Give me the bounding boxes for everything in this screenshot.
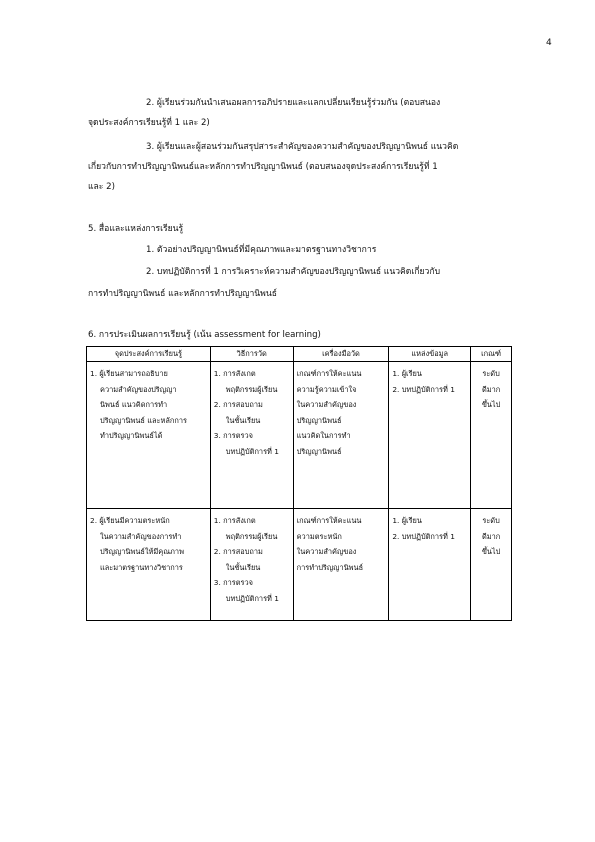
tool-cell: [293, 362, 389, 509]
method-cell: [210, 362, 293, 509]
source-line: 1. ผู้เรียน: [392, 369, 422, 378]
header-criteria: เกณฑ์: [471, 347, 512, 362]
source-line: 1. ผู้เรียน: [392, 516, 422, 525]
activity-3-line-3: และ 2): [88, 182, 115, 192]
method-line: บทปฏิบัติการที่ 1: [225, 593, 279, 603]
section-5-item-2: 2. บทปฏิบัติการที่ 1 การวิเคราะห์ความสำคัญของปริญญานิพนธ์ แนวคิดเกี่ยวกับ: [146, 267, 441, 277]
method-line: พฤติกรรมผู้เรียน: [225, 531, 278, 541]
criteria-line: ขึ้นไป: [481, 547, 501, 556]
activity-3-line-1: 3. ผู้เรียนและผู้สอนร่วมกันสรุปสาระสำคัญของความสำคัญของปริญญานิพนธ์ แนวคิด: [146, 142, 459, 152]
objective-cell: [87, 362, 211, 509]
tool-line: ความรู้ความเข้าใจ: [296, 384, 357, 394]
method-line: ในชั้นเรียน: [225, 415, 261, 425]
method-line: 3. การตรวจ: [213, 431, 253, 440]
tool-line: ในความสำคัญของ: [296, 547, 357, 556]
header-tool: เครื่องมือวัด: [293, 347, 389, 362]
activity-2-line-2: จุดประสงค์การเรียนรู้ที่ 1 และ 2): [88, 118, 210, 128]
criteria-line: ระดับ: [482, 516, 500, 525]
method-cell: [210, 509, 293, 621]
objective-line: ปริญญานิพนธ์ให้มีคุณภาพ: [100, 547, 184, 556]
header-method: วิธีการวัด: [210, 347, 293, 362]
criteria-line: ขึ้นไป: [481, 400, 501, 409]
source-cell: [389, 509, 471, 621]
method-line: 2. การสอบถาม: [213, 547, 263, 556]
objective-line: 1. ผู้เรียนสามารถอธิบาย: [90, 369, 168, 378]
criteria-cell: [471, 509, 512, 621]
page-number: 4: [546, 38, 552, 48]
tool-cell: [293, 509, 389, 621]
source-line: 2. บทปฏิบัติการที่ 1: [392, 384, 455, 394]
objective-line: ในความสำคัญของการทำ: [100, 531, 182, 541]
method-line: พฤติกรรมผู้เรียน: [225, 384, 278, 394]
tool-line: ปริญญานิพนธ์: [296, 446, 342, 456]
source-line: 2. บทปฏิบัติการที่ 1: [392, 531, 455, 541]
objective-line: ทำปริญญานิพนธ์ได้: [100, 431, 163, 440]
objective-line: ความสำคัญของปริญญา: [100, 384, 177, 394]
source-cell: [389, 362, 471, 509]
tool-line: เกณฑ์การให้คะแนน: [296, 369, 362, 378]
activity-3-line-2: เกี่ยวกับการทำปริญญานิพนธ์และหลักการทำปริญญานิพนธ์ (ตอบสนองจุดประสงค์การเรียนรู้ที่ 1: [88, 162, 438, 172]
tool-line: ความตระหนัก: [296, 531, 342, 541]
section-5-item-2-cont: การทำปริญญานิพนธ์ และหลักการทำปริญญานิพนธ์: [88, 289, 277, 299]
header-source: แหล่งข้อมูล: [389, 347, 471, 362]
objective-line: นิพนธ์ แนวคิดการทำ: [100, 400, 168, 409]
method-line: บทปฏิบัติการที่ 1: [225, 446, 279, 456]
section-5-item-1: 1. ตัวอย่างปริญญานิพนธ์ที่มีคุณภาพและมาตรฐานทางวิชาการ: [146, 245, 377, 255]
method-line: 1. การสังเกต: [213, 369, 256, 378]
activity-2-line-1: 2. ผู้เรียนร่วมกันนำเสนอผลการอภิปรายและแลกเปลี่ยนเรียนรู้ร่วมกัน (ตอบสนอง: [146, 98, 441, 108]
criteria-line: ระดับ: [482, 369, 500, 378]
method-line: ในชั้นเรียน: [225, 562, 261, 572]
tool-line: ปริญญานิพนธ์: [296, 415, 342, 425]
table-header-row: [87, 347, 512, 362]
section-6-title: 6. การประเมินผลการเรียนรู้ (เน้น assessment for learning): [88, 330, 321, 340]
criteria-cell: [471, 362, 512, 509]
table-row: [87, 509, 512, 621]
tool-line: ในความสำคัญของ: [296, 400, 357, 409]
tool-line: การทำปริญญานิพนธ์: [296, 562, 364, 572]
header-objective: จุดประสงค์การเรียนรู้: [87, 347, 211, 362]
method-line: 1. การสังเกต: [213, 516, 256, 525]
tool-line: แนวคิดในการทำ: [296, 431, 351, 440]
objective-line: 2. ผู้เรียนมีความตระหนัก: [90, 516, 170, 525]
criteria-line: ดีมาก: [481, 384, 501, 394]
section-5-title: 5. สื่อและแหล่งการเรียนรู้: [88, 224, 184, 234]
method-line: 2. การสอบถาม: [213, 400, 263, 409]
assessment-table: [86, 346, 512, 621]
table-row: [87, 362, 512, 509]
objective-cell: [87, 509, 211, 621]
criteria-line: ดีมาก: [481, 531, 501, 541]
method-line: 3. การตรวจ: [213, 578, 253, 587]
objective-line: ปริญญานิพนธ์ และหลักการ: [100, 415, 187, 425]
objective-line: และมาตรฐานทางวิชาการ: [100, 562, 183, 572]
tool-line: เกณฑ์การให้คะแนน: [296, 516, 362, 525]
